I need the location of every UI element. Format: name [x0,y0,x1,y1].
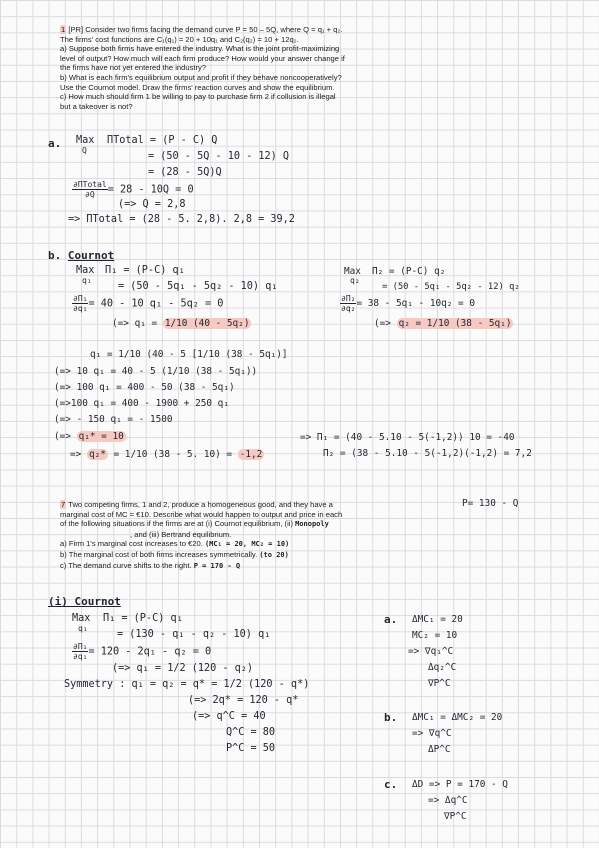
problem-7-text: 7 Two competing firms, 1 and 2, produce a homogeneous good, and they have a marginal cost of MC = €10. Describe what would happen to output and price in each of the following situations if the firms are at (i) Cournot equilibrium, (ii) Monopoly , and (iii) Bertrand equilibrium. a) Firm 1's marginal cost increases to €20. (MC₁ = 20, MC₂ = 10) b) The marginal cost of both firms increases symmetrically. (to 20) c) The demand curve shifts to the right. P = 170 - Q [60,500,343,570]
q2-result-highlight: q₂* [88,449,106,460]
part-b-title: Cournot [67,249,115,262]
problem-1-text: 1 [PR] Consider two firms facing the demand curve P = 50 – 5Q, where Q = q₁ + q₂. The firms' cost functions are C₁(q₁) = 20 + 10q₁ and C₂(q₂) = 10 + 12q₂. a) Suppose both firms have entered the industry. What is the joint profit-maximizing level of output? How much will each firm produce? How would your answer change if the firms have not yet entered the industry? b) What is each firm's equilibrium output and profit if they behave noncooperatively? Use the Cournot model. Draw the firms' reaction curves and show the equilibrium. c) How much should firm 1 be willing to pay to purchase firm 2 if collusion is illegal but a takeover is not? [60,25,345,111]
q2-reaction-highlight: q₂ = 1/10 (38 - 5q₁) [398,318,512,329]
q1-reaction-highlight: 1/10 (40 - 5q₂) [164,318,250,329]
q2-value-highlight: -1,2 [239,449,263,460]
derivative-fraction: $\frac{\text{∂ΠTotal}}{\partial Q}$ [73,180,107,199]
demand-note: P= 130 - Q [462,498,519,509]
problem-number: 1 [61,25,66,34]
problem-number: 7 [61,500,66,509]
monopoly-note: Monopoly [295,520,329,529]
q1-result-highlight: q₁* = 10 [78,431,124,442]
